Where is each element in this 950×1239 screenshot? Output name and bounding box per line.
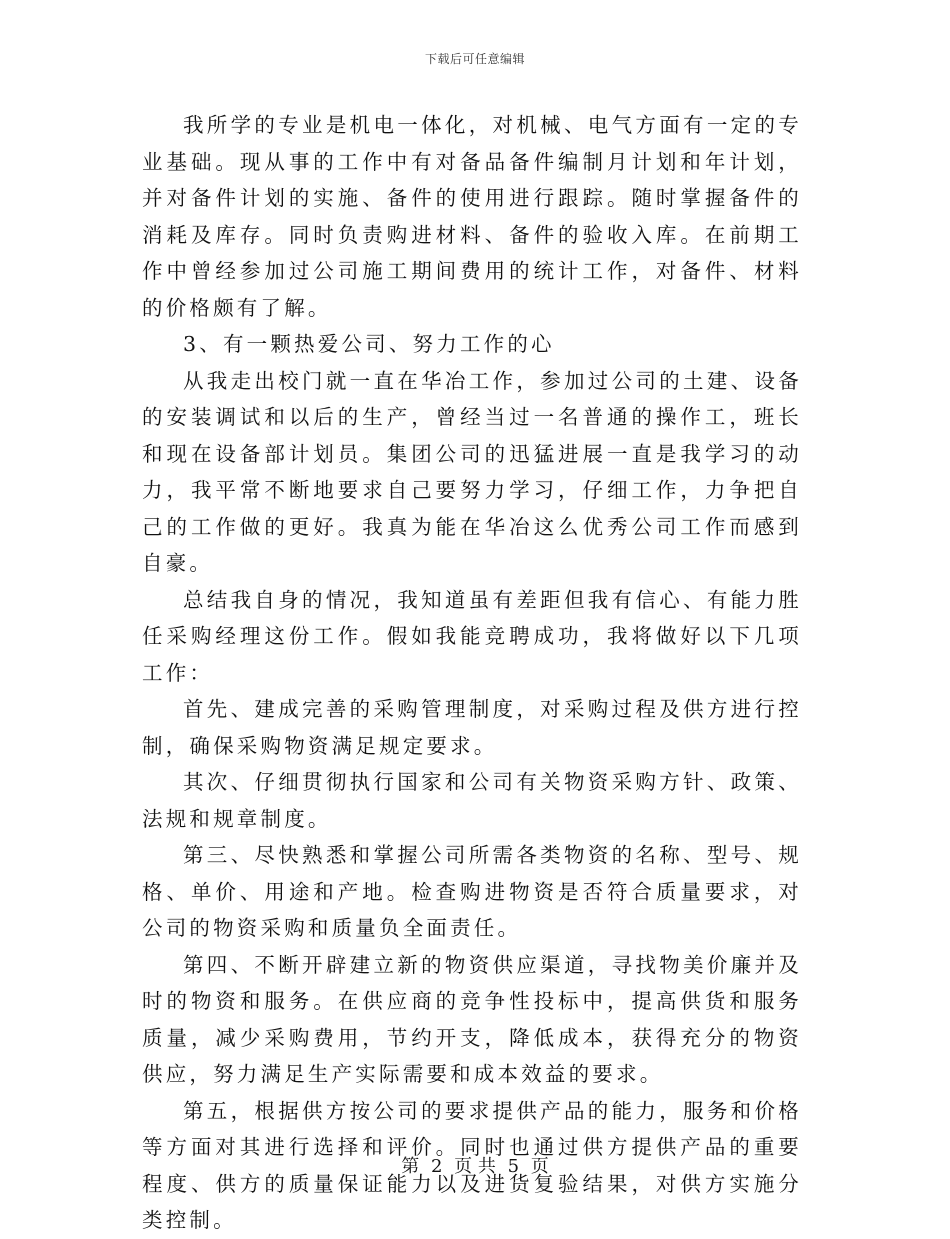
paragraph-fifth-task: 第五，根据供方按公司的要求提供产品的能力，服务和价格等方面对其进行选择和评价。同时也通过供方提供产品的重要程度、供方的质量保证能力以及进货复验结果，对供方实施分类控制。: [142, 1098, 802, 1232]
paragraph-third-task: 第三、尽快熟悉和掌握公司所需各类物资的名称、型号、规格、单价、用途和产地。检查购进物资是否符合质量要求，对公司的物资采购和质量负全面责任。: [142, 843, 802, 940]
paragraph-summary: 总结我自身的情况，我知道虽有差距但我有信心、有能力胜任采购经理这份工作。假如我能竞聘成功，我将做好以下几项工作：: [142, 587, 802, 685]
footer-suffix: 页: [530, 1156, 549, 1177]
footer-prefix: 第: [401, 1156, 420, 1177]
paragraph-fourth-task: 第四、不断开辟建立新的物资供应渠道，寻找物美价廉并及时的物资和服务。在供应商的竞争性投标中，提高供货和服务质量，减少采购费用，节约开支，降低成本，获得充分的物资供应，努力满足生产实际需要和成本效益的要求。: [142, 952, 802, 1086]
paragraph-work-history: 从我走出校门就一直在华冶工作，参加过公司的土建、设备的安装调试和以后的生产，曾经当过一名普通的操作工，班长和现在设备部计划员。集团公司的迅猛进展一直是我学习的动力，我平常不断地要求自己要努力学习，仔细工作，力争把自己的工作做的更好。我真为能在华冶这么优秀公司工作而感到自豪。: [142, 368, 802, 575]
page-footer: [0, 1152, 950, 1178]
footer-current-page: 2: [430, 1156, 443, 1177]
footer-middle: 页 共: [454, 1156, 496, 1177]
paragraph-first-task: 首先、建成完善的采购管理制度，对采购过程及供方进行控制，确保采购物资满足规定要求。: [142, 697, 802, 758]
page-header: 下载后可任意编辑: [424, 52, 525, 66]
footer-total-pages: 5: [507, 1156, 520, 1177]
paragraph-major-background: 我所学的专业是机电一体化，对机械、电气方面有一定的专业基础。现从事的工作中有对备品备件编制月计划和年计划，并对备件计划的实施、备件的使用进行跟踪。随时掌握备件的消耗及库存。同时负责购进材料、备件的验收入库。在前期工作中曾经参加过公司施工期间费用的统计工作，对备件、材料的价格颇有了解。: [142, 113, 802, 320]
document-body: [142, 107, 802, 1239]
section-heading-dedication: 3、有一颗热爱公司、努力工作的心: [183, 332, 555, 356]
paragraph-second-task: 其次、仔细贯彻执行国家和公司有关物资采购方针、政策、法规和规章制度。: [142, 770, 802, 831]
